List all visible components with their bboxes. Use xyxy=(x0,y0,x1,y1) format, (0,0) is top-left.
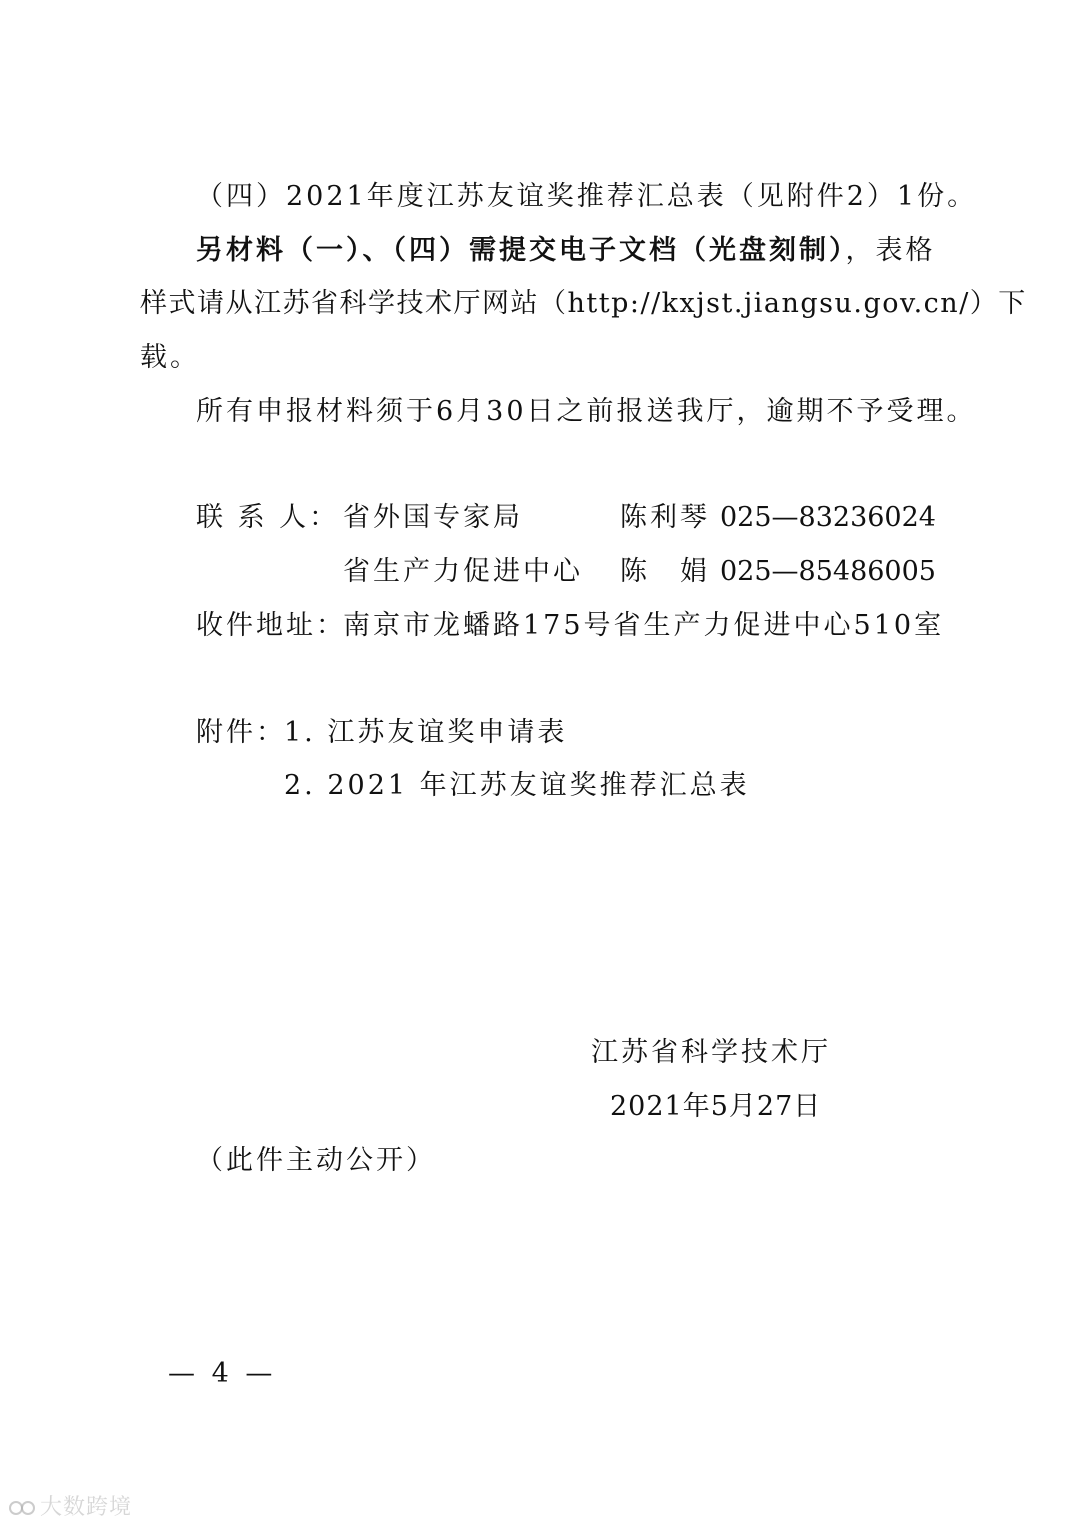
note-paragraph-line-2: 样式请从江苏省科学技术厅网站（http://kxjst.jiangsu.gov.cn/）下 xyxy=(140,288,1027,319)
watermark xyxy=(8,1490,132,1521)
watermark-text: 大数跨境 xyxy=(40,1495,133,1520)
attachment-item-2: 2. 2021 年江苏友谊奖推荐汇总表 xyxy=(284,770,750,801)
note-bold-text: 另材料（一）、（四）需提交电子文档（光盘刻制） xyxy=(196,235,846,266)
signature-date: 2021年5月27日 xyxy=(610,1091,822,1122)
signature-org: 江苏省科学技术厅 xyxy=(591,1037,831,1068)
contact-row-2 xyxy=(0,552,1080,592)
item-4-text: （四）2021年度江苏友谊奖推荐汇总表（见附件2）1份。 xyxy=(196,181,978,212)
contact-person: 陈利琴 xyxy=(620,502,710,533)
contact-label: 联 系 人： xyxy=(196,502,340,533)
contact-row-1 xyxy=(0,498,1080,538)
page-number: — 4 — xyxy=(168,1358,277,1389)
deadline-text: 所有申报材料须于6月30日之前报送我厅，逾期不予受理。 xyxy=(196,396,977,427)
contact-person: 陈 娟 xyxy=(620,556,710,587)
attachment-item-1: 1. 江苏友谊奖申请表 xyxy=(284,717,568,748)
note-paragraph-line-1 xyxy=(196,231,936,271)
contact-phone: 025—83236024 xyxy=(720,502,936,533)
contact-org: 省外国专家局 xyxy=(343,502,523,533)
address-row xyxy=(0,606,1080,646)
address-text: 南京市龙蟠路175号省生产力促进中心510室 xyxy=(343,610,945,641)
attachments-label: 附件： xyxy=(196,717,286,748)
contact-phone: 025—85486005 xyxy=(720,556,936,587)
address-label: 收件地址： xyxy=(196,610,346,641)
contact-org: 省生产力促进中心 xyxy=(343,556,583,587)
disclosure-note: （此件主动公开） xyxy=(196,1145,436,1176)
note-rest-text: ，表格 xyxy=(845,235,936,266)
watermark-logo-icon xyxy=(8,1497,36,1519)
note-paragraph-line-3: 载。 xyxy=(140,342,200,373)
